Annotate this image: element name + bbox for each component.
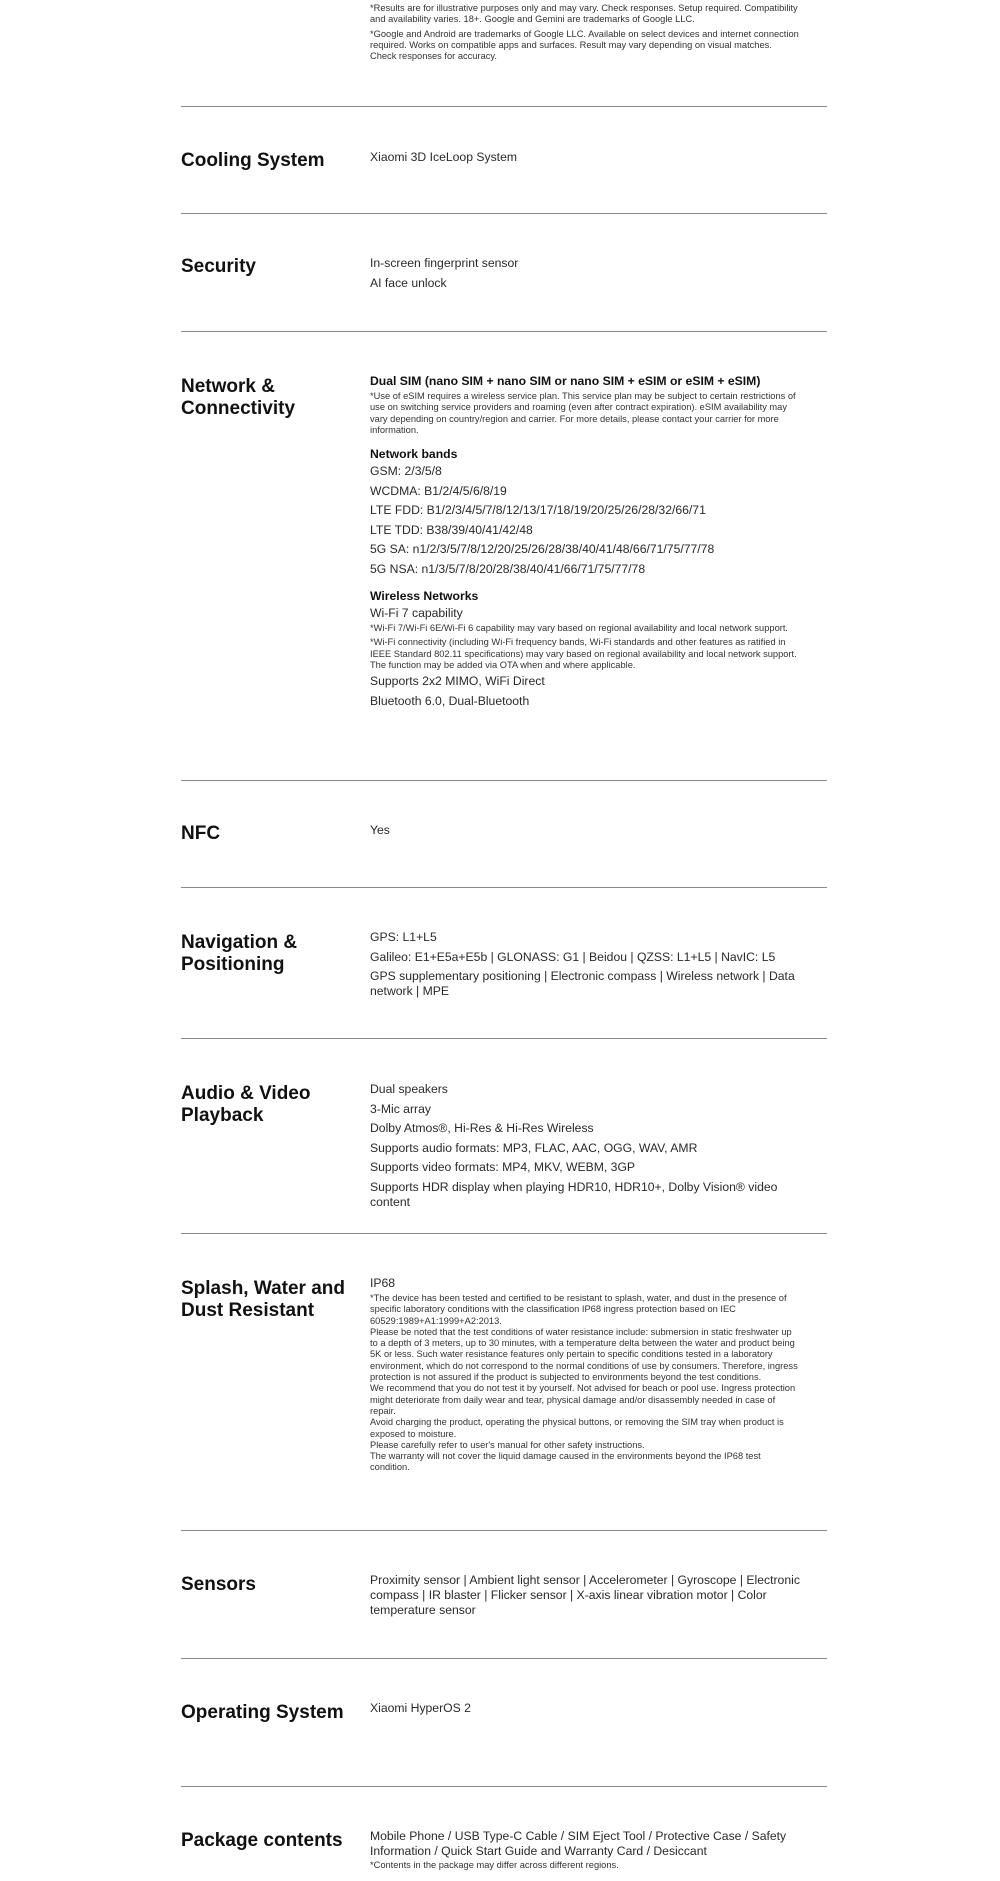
section-title: NFC	[181, 823, 221, 844]
spec-line: Proximity sensor | Ambient light sensor | Accelerometer | Gyroscope | Electronic compass | IR blaster | Flicker sensor | X-axis linear vibration motor | Color temperature sensor	[370, 1573, 800, 1617]
ip-note: Please carefully refer to user's manual for other safety instructions.	[370, 1439, 645, 1450]
section-divider	[181, 1038, 827, 1039]
section-body	[370, 930, 800, 1004]
section-title: Cooling System	[181, 150, 325, 171]
ip-note: *The device has been tested and certified to be resistant to splash, water, and dust in the presence of specific laboratory conditions with the classification IP68 ingress protection based on IEC 60529:1989+A1:1999+A2:2013.	[370, 1293, 787, 1326]
wifi-line: Wi-Fi 7 capability	[370, 606, 463, 621]
section-title: Sensors	[181, 1574, 256, 1595]
spec-line: Yes	[370, 823, 390, 837]
section-title: Network & Connectivity	[181, 376, 296, 419]
top-note: *Google and Android are trademarks of Google LLC. Available on select devices and internet connection required. Works on compatible apps and surfaces. Result may vary depending on visual matches. Check responses for accuracy.	[370, 28, 799, 62]
spec-line: Supports HDR display when playing HDR10, HDR10+, Dolby Vision® video content	[370, 1179, 778, 1209]
ip-note: The warranty will not cover the liquid damage caused in the environments beyond the IP68 test condition.	[370, 1451, 761, 1473]
wifi-note: *Wi-Fi connectivity (including Wi-Fi frequency bands, Wi-Fi standards and other features as ratified in IEEE Standard 802.11 specifications) may vary based on regional availability and local network support. The function may be added via OTA when and where applicable.	[370, 637, 797, 671]
section-title: Navigation & Positioning	[181, 932, 298, 975]
band-line: 5G SA: n1/2/3/5/7/8/12/20/25/26/28/38/40/41/48/66/71/75/77/78	[370, 542, 715, 557]
spec-line: Supports audio formats: MP3, FLAC, AAC, OGG, WAV, AMR	[370, 1140, 698, 1155]
ip-note: Please be noted that the test conditions of water resistance include: submersion in static freshwater up to a depth of 3 meters, up to 30 minutes, with a temperature delta between the water and product being 5K or less. Such water resistance features only pertain to specific conditions tested in a laboratory environment, which do not correspond to the normal conditions of use by consumers. Therefore, ingress protection is not assured if the product is subjected to environments beyond the test conditions.	[370, 1326, 798, 1383]
ip-note: Avoid charging the product, operating the physical buttons, or removing the SIM tray when product is exposed to moisture.	[370, 1417, 784, 1439]
section-title: Security	[181, 256, 256, 277]
section-divider	[181, 1530, 827, 1531]
section-divider	[181, 1233, 827, 1234]
section-divider	[181, 780, 827, 781]
section-divider	[181, 331, 827, 332]
section-body	[370, 823, 800, 843]
section-divider	[181, 887, 827, 888]
spec-line: Mobile Phone / USB Type-C Cable / SIM Eject Tool / Protective Case / Safety Information / Quick Start Guide and Warranty Card / Desiccant	[370, 1829, 787, 1858]
band-line: LTE TDD: B38/39/40/41/42/48	[370, 522, 533, 537]
section-title: Package contents	[181, 1830, 343, 1851]
sim-heading: Dual SIM (nano SIM + nano SIM or nano SIM + eSIM or eSIM + eSIM)	[370, 374, 761, 388]
wireless-heading: Wireless Networks	[370, 589, 479, 604]
section-divider	[181, 213, 827, 214]
spec-line: Xiaomi 3D IceLoop System	[370, 150, 517, 164]
band-line: WCDMA: B1/2/4/5/6/8/19	[370, 483, 507, 498]
section-body	[370, 1701, 800, 1721]
spec-line: Dolby Atmos®, Hi-Res & Hi-Res Wireless	[370, 1121, 594, 1135]
package-note: *Contents in the package may differ across different regions.	[370, 1860, 619, 1870]
section-body	[370, 1829, 800, 1874]
section-divider	[181, 1786, 827, 1787]
spec-line: Dual speakers	[370, 1082, 448, 1096]
section-body	[370, 374, 800, 713]
section-body	[370, 150, 800, 170]
ip-rating: IP68	[370, 1276, 396, 1290]
spec-line: 3-Mic array	[370, 1101, 431, 1116]
top-note: *Results are for illustrative purposes only and may vary. Check responses. Setup required. Compatibility and availability varies. 18+. Google and Gemini are trademarks of Google LLC.	[370, 3, 798, 25]
spec-line: Supports video formats: MP4, MKV, WEBM, 3GP	[370, 1160, 636, 1174]
section-body	[370, 1276, 800, 1474]
spec-line: Bluetooth 6.0, Dual-Bluetooth	[370, 693, 530, 708]
section-divider	[181, 1658, 827, 1659]
section-title: Splash, Water and Dust Resistant	[181, 1278, 345, 1321]
section-title: Audio & Video Playback	[181, 1083, 311, 1126]
spec-line: AI face unlock	[370, 275, 447, 290]
section-divider	[181, 106, 827, 107]
band-line: LTE FDD: B1/2/3/4/5/7/8/12/13/17/18/19/20/25/26/28/32/66/71	[370, 503, 706, 518]
wifi-note: *Wi-Fi 7/Wi-Fi 6E/Wi-Fi 6 capability may vary based on regional availability and local network support.	[370, 623, 789, 634]
spec-line: Supports 2x2 MIMO, WiFi Direct	[370, 674, 545, 689]
section-title: Operating System	[181, 1702, 344, 1723]
spec-line: GPS: L1+L5	[370, 930, 437, 944]
section-body	[370, 256, 800, 295]
band-line: GSM: 2/3/5/8	[370, 464, 442, 479]
top-notes	[370, 3, 800, 65]
bands-heading: Network bands	[370, 447, 458, 462]
spec-line: Galileo: E1+E5a+E5b | GLONASS: G1 | Beidou | QZSS: L1+L5 | NavIC: L5	[370, 949, 776, 964]
section-body	[370, 1082, 800, 1214]
band-line: 5G NSA: n1/3/5/7/8/20/28/38/40/41/66/71/75/77/78	[370, 561, 646, 576]
section-body	[370, 1573, 800, 1623]
ip-note: We recommend that you do not test it by yourself. Not advised for beach or pool use. Ingress protection might deteriorate from daily wear and tear, physical damage and/or disassembly needed in case of repair.	[370, 1383, 796, 1416]
spec-line: In-screen fingerprint sensor	[370, 256, 519, 270]
spec-line: GPS supplementary positioning | Electronic compass | Wireless network | Data network | MPE	[370, 969, 795, 998]
sim-note: *Use of eSIM requires a wireless service plan. This service plan may be subject to certain restrictions of use on switching service providers and roaming (even after contract expiration). eSIM availability may vary depending on country/region and carrier. For more details, please contact your carrier for more information.	[370, 391, 796, 435]
spec-line: Xiaomi HyperOS 2	[370, 1701, 471, 1715]
